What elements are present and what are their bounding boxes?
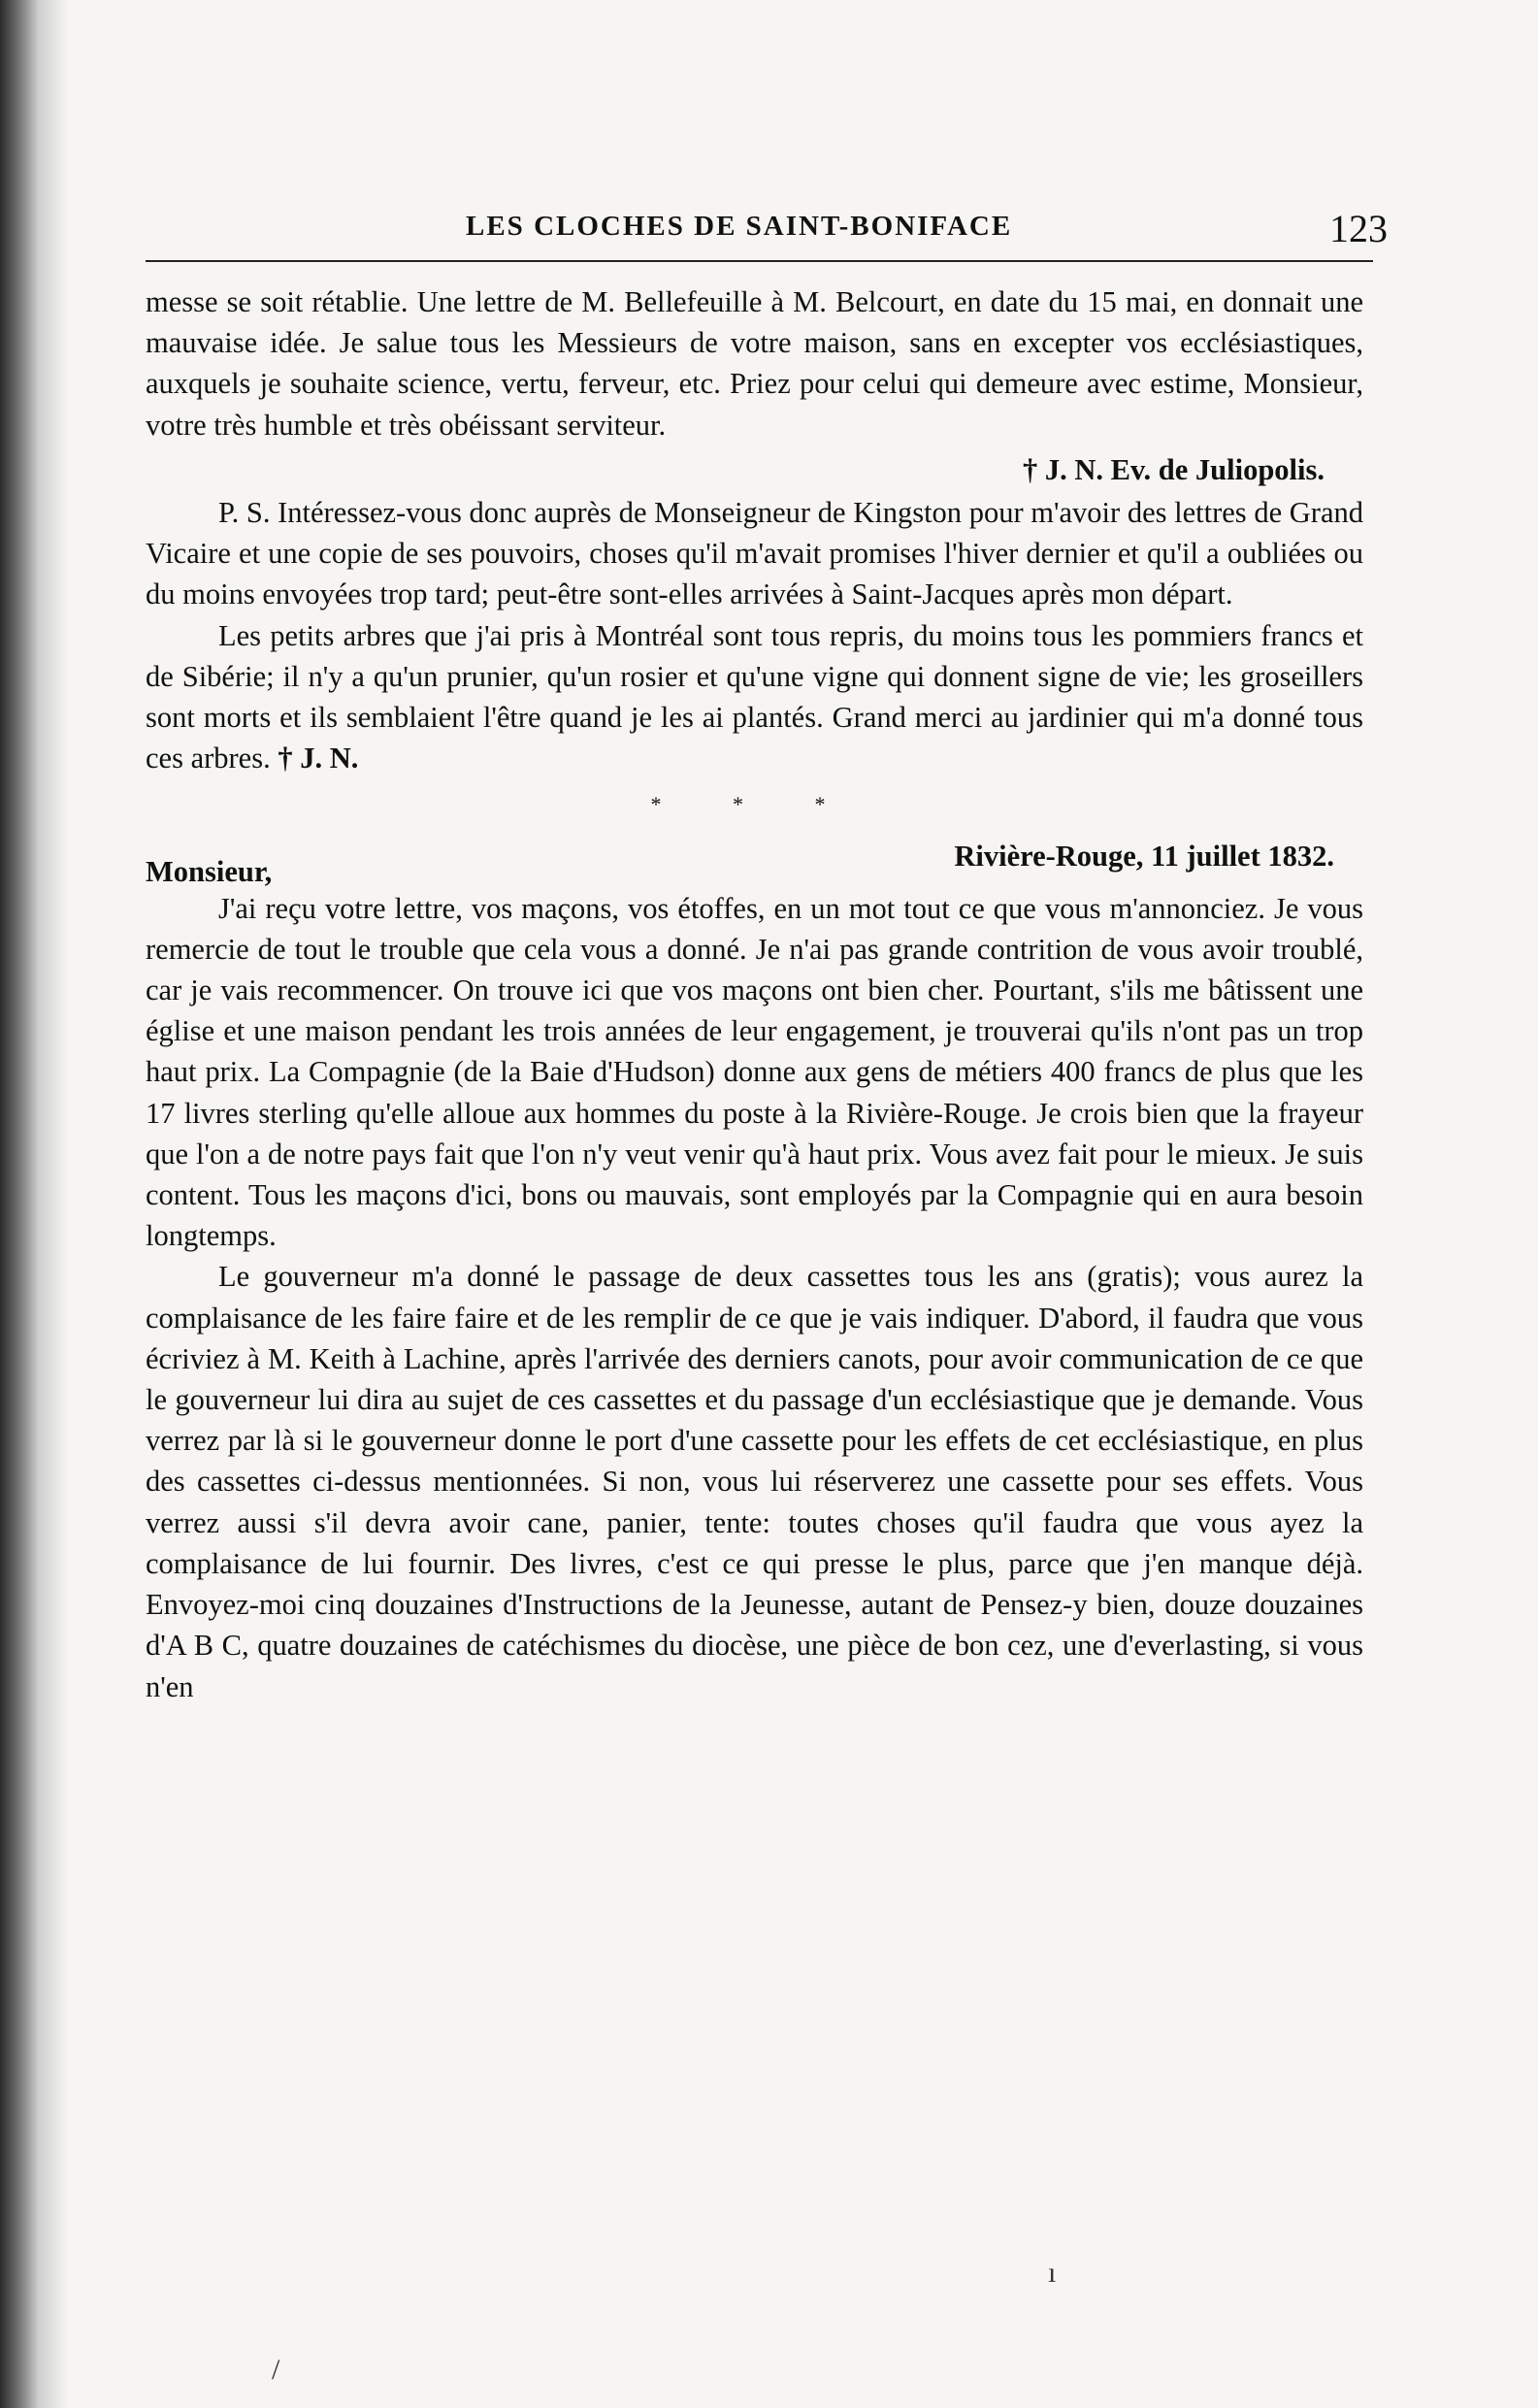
letter2-dateline: Rivière-Rouge, 11 juillet 1832. xyxy=(954,839,1334,873)
letter-separator: * * * xyxy=(650,792,859,817)
stray-ink-mark: ı xyxy=(1048,2257,1057,2289)
letter2-salutation: Monsieur, xyxy=(146,854,273,888)
stray-ink-mark: / xyxy=(272,2354,280,2386)
letter2-paragraph-masons: J'ai reçu votre lettre, vos maçons, vos étoffes, en un mot tout ce que vous m'annonciez. Je vous remercie de tout le trouble que cela vous a donné. Je n'ai pas grande contrition de vous avoir troublé, car je vais recommencer. On trouve ici que vos maçons ont bien cher. Pourtant, s'ils me bâtissent une église et une maison pendant les trois années de leur engagement, je trouverai qu'ils n'ont pas un trop haut prix. La Compagnie (de la Baie d'Hudson) donne aux gens de métiers 400 francs de plus que les 17 livres sterling qu'elle alloue aux hommes du poste à la Rivière-Rouge. Je crois bien que la frayeur que l'on a de notre pays fait que l'on n'y veut venir qu'à haut prix. Vous avez fait pour le mieux. Je suis content. Tous les maçons d'ici, bons ou mauvais, sont employés par la Compagnie qui en aura besoin longtemps. xyxy=(146,891,1363,1253)
letter1-trees-text: Les petits arbres que j'ai pris à Montréal sont tous repris, du moins tous les pommiers francs et de Sibérie; il n'y a qu'un prunier, qu'un rosier et qu'une vigne qui donnent signe de vie; les groseillers sont morts et ils semblaient l'être quand je les ai plantés. Grand merci au jardinier qui m'a donné tous ces arbres. xyxy=(146,618,1363,775)
letter1-postscript: P. S. Intéressez-vous donc auprès de Monseigneur de Kingston pour m'avoir des lettres de Grand Vicaire et une copie de ses pouvoirs, choses qu'il m'avait promises l'hiver dernier et qu'il a oubliées ou du moins envoyées trop tard; peut-être sont-elles arrivées à Saint-Jacques après mon départ. xyxy=(146,496,1363,611)
letter1-initials: † J. N. xyxy=(278,742,359,775)
running-title: LES CLOCHES DE SAINT-BONIFACE xyxy=(466,211,1013,242)
header-rule xyxy=(146,260,1373,262)
page-header xyxy=(146,206,1388,264)
letter2-heading xyxy=(146,836,1363,888)
letter1-paragraph-trees xyxy=(146,615,1363,779)
letter1-paragraph: messe se soit rétablie. Une lettre de M. Bellefeuille à M. Belcourt, en date du 15 mai, en donnait une mauvaise idée. Je salue tous les Messieurs de votre maison, sans en excepter vos ecclésiastiques, auxquels je souhaite science, vertu, ferveur, etc. Priez pour celui qui demeure avec estime, Monsieur, votre très humble et très obéissant serviteur. xyxy=(146,285,1363,442)
page-body xyxy=(146,281,1363,1707)
page-number: 123 xyxy=(1329,207,1388,250)
letter2-paragraph-cassettes: Le gouverneur m'a donné le passage de deux cassettes tous les ans (gratis); vous aurez la complaisance de les faire faire et de les remplir de ce que je vais indiquer. D'abord, il faudra que vous écriviez à M. Keith à Lachine, après l'arrivée des derniers canots, pour avoir communication de ce que le gouverneur lui dira au sujet de ces cassettes et du passage d'un ecclésiastique que je demande. Vous verrez par là si le gouverneur donne le port d'une cassette pour les effets de cet ecclésiastique, en plus des cassettes ci-dessus mentionnées. Si non, vous lui réserverez une cassette pour ses effets. Vous verrez aussi s'il devra avoir cane, panier, tente: toutes choses qu'il faudra que vous ayez la complaisance de lui fournir. Des livres, c'est ce qui presse le plus, parce que j'en manque déjà. Envoyez-moi cinq douzaines d'Instructions de la Jeunesse, autant de Pensez-y bien, douze douzaines d'A B C, quatre douzaines de catéchismes du diocèse, une pièce de bon cez, une d'everlasting, si vous n'en xyxy=(146,1260,1363,1703)
page-binding-edge xyxy=(0,0,68,2408)
letter1-signature: † J. N. Ev. de Juliopolis. xyxy=(1022,452,1325,486)
